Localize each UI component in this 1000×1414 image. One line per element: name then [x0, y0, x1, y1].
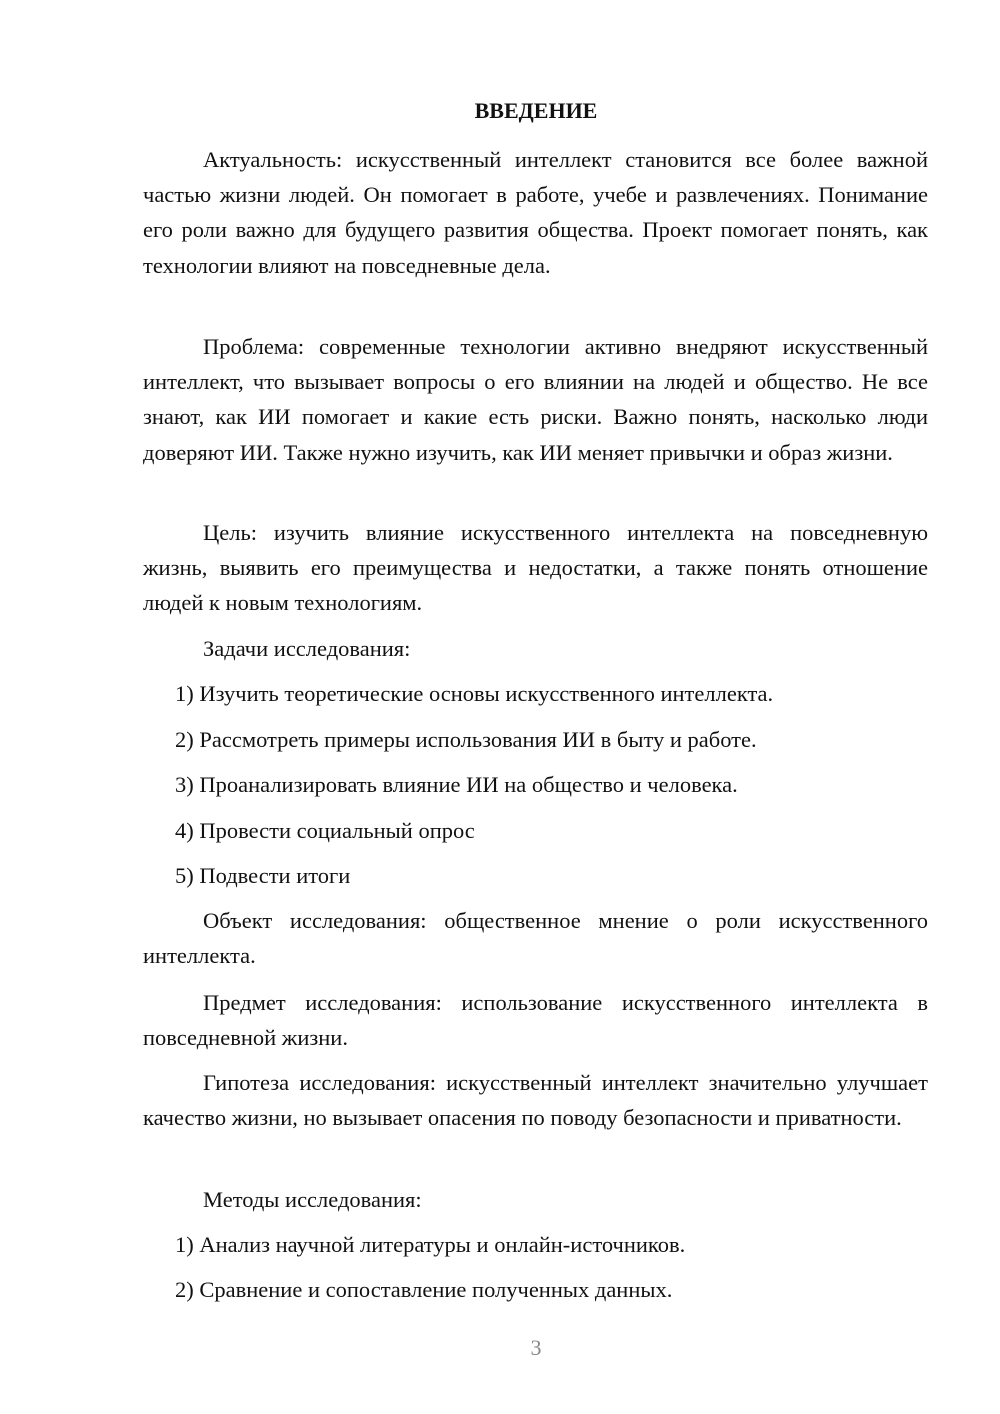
paragraph-object: Объект исследования: общественное мнение о роли искусственного интеллекта. [143, 908, 928, 969]
paragraph-problem: Проблема: современные технологии активно внедряют искусственный интеллект, что вызывает вопросы о его влиянии на людей и общество. Не все знают, как ИИ помогает и какие есть риски. Важно понять, насколько люди доверяют ИИ. Также нужно изучить, как ИИ меняет привычки и образ жизни. [143, 334, 928, 465]
paragraph-subject: Предмет исследования: использование искусственного интеллекта в повседневной жизни. [143, 990, 928, 1051]
tasks-heading: Задачи исследования: [203, 636, 411, 661]
task-item: 3) Проанализировать влияние ИИ на общество и человека. [175, 772, 738, 797]
task-item: 1) Изучить теоретические основы искусственного интеллекта. [175, 681, 774, 706]
methods-heading: Методы исследования: [203, 1187, 422, 1212]
section-title: ВВЕДЕНИЕ [474, 98, 598, 123]
paragraph-relevance: Актуальность: искусственный интеллект становится все более важной частью жизни людей. Он помогает в работе, учебе и развлечениях. Понимание его роли важно для будущего развития общества. Проект помогает понять, как технологии влияют на повседневные дела. [143, 147, 928, 278]
paragraph-goal: Цель: изучить влияние искусственного интеллекта на повседневную жизнь, выявить его преимущества и недостатки, а также понять отношение людей к новым технологиям. [143, 520, 928, 616]
task-item: 4) Провести социальный опрос [175, 818, 475, 843]
task-item: 2) Рассмотреть примеры использования ИИ в быту и работе. [175, 727, 757, 752]
page-number: 3 [530, 1335, 542, 1360]
task-item: 5) Подвести итоги [175, 863, 351, 888]
method-item: 1) Анализ научной литературы и онлайн-источников. [175, 1232, 686, 1257]
method-item: 2) Сравнение и сопоставление полученных данных. [175, 1277, 673, 1302]
paragraph-hypothesis: Гипотеза исследования: искусственный интеллект значительно улучшает качество жизни, но вызывает опасения по поводу безопасности и приватности. [143, 1070, 928, 1131]
